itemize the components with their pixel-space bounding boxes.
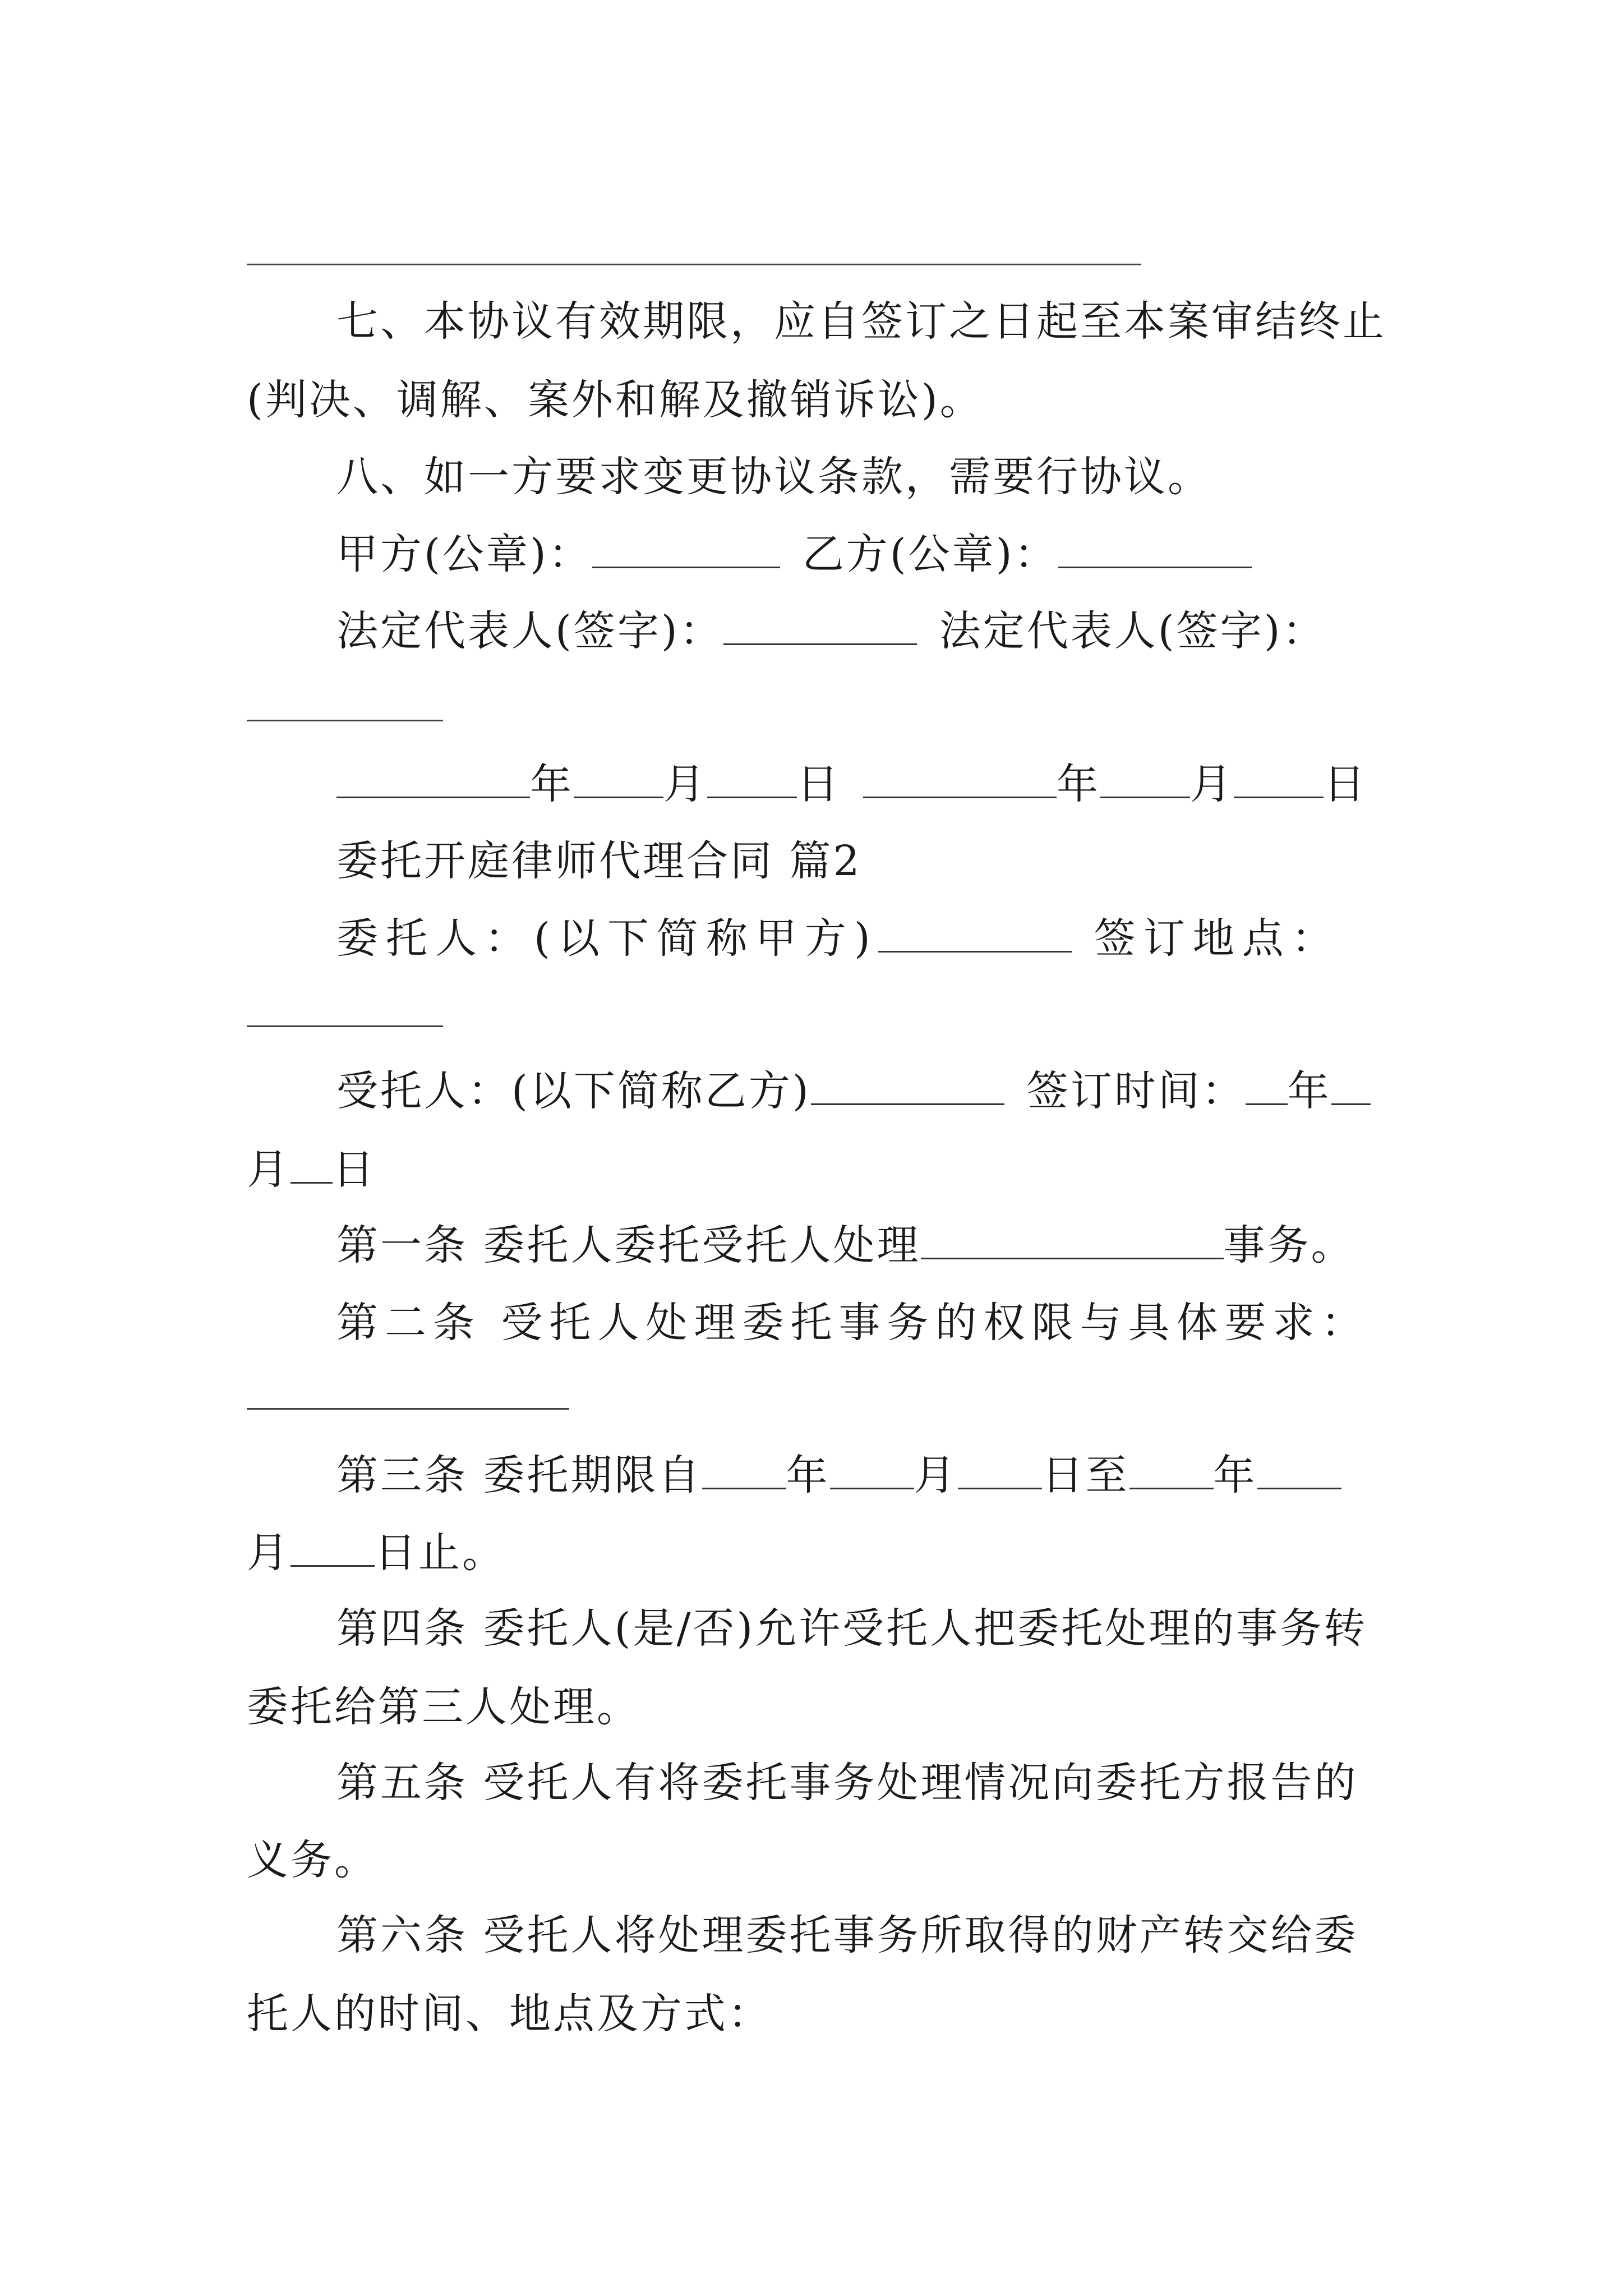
legal-rep-row: [336, 606, 1391, 656]
article-3-day-blank[interactable]: [958, 1451, 1042, 1489]
principal-blank[interactable]: [878, 914, 1072, 953]
article-3-year2-label: 年: [1213, 1451, 1257, 1499]
sign-date-row: [336, 759, 1391, 809]
date-b-year-label: 年: [1057, 760, 1100, 808]
date-a-year-blank[interactable]: [336, 760, 530, 798]
article-3-month2-label: 月: [247, 1529, 291, 1577]
article-4-line2: 委托给第三人处理。: [247, 1683, 640, 1731]
sign-place-label: 签订地点：: [1094, 914, 1341, 963]
clause-8: 八、如一方要求变更协议条款，需要行协议。: [336, 453, 1211, 501]
sign-time-month-label: 月: [247, 1145, 291, 1194]
date-a-day-blank[interactable]: [707, 760, 797, 798]
principal-label: 委托人：(以下简称甲方): [336, 914, 878, 963]
date-b-month-label: 月: [1190, 760, 1234, 808]
article-1: [336, 1220, 1391, 1271]
party-seal-row: [336, 529, 1391, 579]
article-3-to: 日至: [1041, 1451, 1129, 1499]
date-b-year-blank[interactable]: [863, 760, 1057, 798]
article-1-blank[interactable]: [921, 1221, 1224, 1259]
sign-time-day-blank[interactable]: [291, 1145, 333, 1184]
article-4-line1: 第四条 委托人(是/否)允许受托人把委托处理的事务转: [336, 1604, 1368, 1653]
date-a-month-label: 月: [663, 760, 707, 808]
article-3-cont: [247, 1527, 1391, 1578]
date-a-year-label: 年: [530, 760, 574, 808]
article-3-year2-blank[interactable]: [1129, 1451, 1214, 1489]
sign-time-label: 签订时间：: [1026, 1067, 1246, 1115]
article-5-line1: 第五条 受托人有将委托事务处理情况向委托方报告的: [336, 1759, 1358, 1807]
article-6-line2: 托人的时间、地点及方式：: [247, 1990, 772, 2038]
top-rule: [247, 264, 1141, 265]
article-3-month2-blank[interactable]: [1257, 1451, 1341, 1489]
agent-blank[interactable]: [811, 1066, 1004, 1105]
sign-time-year-blank[interactable]: [1246, 1066, 1288, 1105]
article-1-suffix: 事务。: [1223, 1221, 1355, 1269]
sign-time-year-label: 年: [1287, 1067, 1331, 1115]
legal-rep-a-blank[interactable]: [723, 606, 917, 645]
date-a-month-blank[interactable]: [574, 760, 663, 798]
clause-7-line2: (判决、调解、案外和解及撤销诉讼)。: [247, 376, 984, 424]
date-b-day-blank[interactable]: [1234, 760, 1324, 798]
article-5-line2: 义务。: [247, 1836, 378, 1884]
legal-rep-b-label: 法定代表人(签字)：: [939, 607, 1326, 655]
article-1-text: 第一条 委托人委托受托人处理: [336, 1221, 921, 1269]
sign-place-blank[interactable]: [247, 1025, 443, 1027]
article-2: 第二条 受托人处理委托事务的权限与具体要求：: [336, 1299, 1370, 1347]
article-3-end: 日止。: [375, 1529, 506, 1577]
date-b-month-blank[interactable]: [1100, 760, 1190, 798]
section-title: 委托开庭律师代理合同 篇2: [336, 837, 862, 885]
article-6-line1: 第六条 受托人将处理委托事务所取得的财产转交给委: [336, 1911, 1358, 1959]
sign-time-month-blank[interactable]: [1331, 1066, 1371, 1105]
date-a-day-label: 日: [797, 760, 841, 808]
legal-rep-b-blank[interactable]: [247, 720, 443, 721]
agent-row: [336, 1066, 1391, 1116]
principal-row: [336, 913, 1391, 964]
article-3: [336, 1450, 1391, 1501]
party-b-seal-label: 乙方(公章)：: [802, 530, 1058, 578]
sign-time-day-label: 日: [333, 1145, 376, 1194]
clause-7-line1: 七、本协议有效期限，应自签订之日起至本案审结终止: [336, 297, 1386, 346]
article-2-blank[interactable]: [247, 1408, 569, 1410]
article-3-year-label: 年: [786, 1451, 830, 1499]
article-3-month-blank[interactable]: [830, 1451, 914, 1489]
article-3-year-blank[interactable]: [702, 1451, 786, 1489]
party-b-seal-blank[interactable]: [1058, 530, 1252, 568]
sign-time-row-cont: [247, 1144, 1391, 1195]
article-3-text: 第三条 委托期限自: [336, 1451, 702, 1499]
party-a-seal-blank[interactable]: [592, 530, 780, 568]
party-a-seal-label: 甲方(公章)：: [336, 530, 592, 578]
legal-rep-a-label: 法定代表人(签字)：: [336, 607, 723, 655]
article-3-month-label: 月: [914, 1451, 958, 1499]
agent-label: 受托人：(以下简称乙方): [336, 1067, 811, 1115]
article-3-day2-blank[interactable]: [291, 1528, 375, 1567]
date-b-day-label: 日: [1324, 760, 1367, 808]
